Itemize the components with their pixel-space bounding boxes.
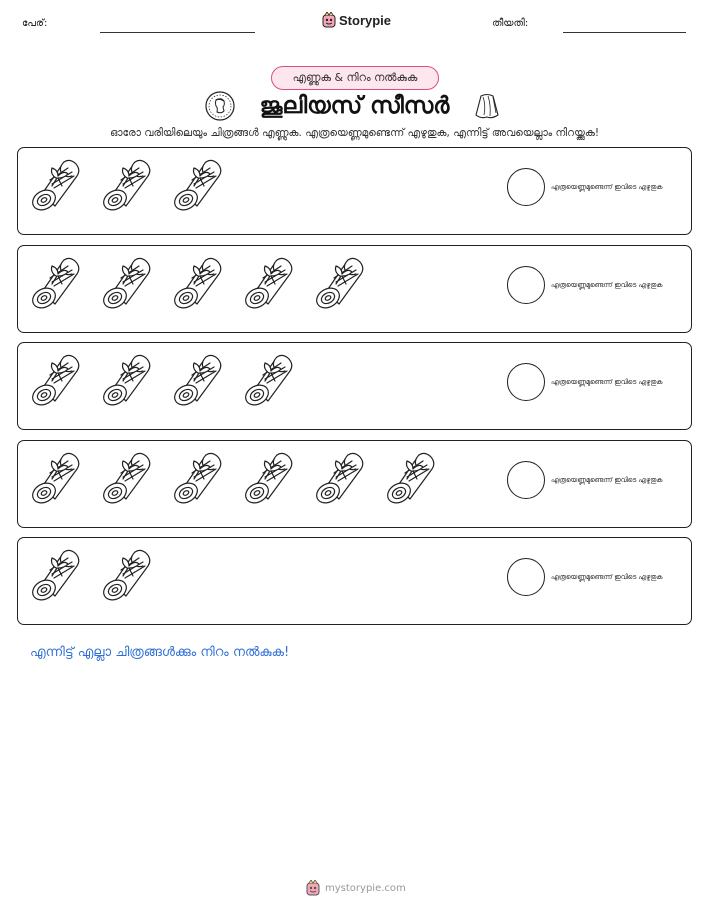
count-row <box>17 342 692 430</box>
scroll-icon[interactable] <box>99 156 155 214</box>
scroll-icon[interactable] <box>99 254 155 312</box>
activity-pill-label: എണ്ണുക & നിറം നൽകുക <box>292 71 418 84</box>
toga-icon <box>472 91 502 121</box>
count-answer-circle[interactable] <box>507 363 545 401</box>
count-row <box>17 537 692 625</box>
count-answer-circle[interactable] <box>507 266 545 304</box>
scroll-icon[interactable] <box>99 546 155 604</box>
scroll-icon[interactable] <box>28 254 84 312</box>
scroll-icon[interactable] <box>99 351 155 409</box>
scroll-icon[interactable] <box>28 449 84 507</box>
scroll-icon[interactable] <box>28 156 84 214</box>
scroll-icon[interactable] <box>241 254 297 312</box>
storypie-mascot-icon <box>306 880 320 896</box>
scroll-icon[interactable] <box>28 546 84 604</box>
scroll-icon[interactable] <box>312 254 368 312</box>
count-row <box>17 147 692 235</box>
scroll-icon[interactable] <box>241 449 297 507</box>
scroll-icon[interactable] <box>170 156 226 214</box>
scroll-icon[interactable] <box>170 351 226 409</box>
brand-logo <box>322 12 391 28</box>
count-hint: എത്രയെണ്ണമുണ്ടെന്ന് ഇവിടെ എഴുതുക <box>551 183 663 191</box>
activity-pill <box>271 66 439 90</box>
count-hint: എത്രയെണ്ണമുണ്ടെന്ന് ഇവിടെ എഴുതുക <box>551 280 663 289</box>
storypie-mascot-icon <box>322 12 336 28</box>
page-title: ജൂലിയസ് സീസർ <box>259 93 450 119</box>
scroll-icon[interactable] <box>28 351 84 409</box>
date-label: തീയതി: <box>492 18 529 29</box>
count-answer-circle[interactable] <box>507 558 545 596</box>
count-hint: എത്രയെണ്ണമുണ്ടെന്ന് ഇവിടെ എഴുതുക <box>551 475 663 484</box>
brand-name: Storypie <box>339 12 392 28</box>
scroll-icon[interactable] <box>170 449 226 507</box>
scroll-icon[interactable] <box>99 449 155 507</box>
count-hint: എത്രയെണ്ണമുണ്ടെന്ന് ഇവിടെ എഴുതുക <box>551 573 663 581</box>
site-footer <box>306 880 406 896</box>
site-url: mystorypie.com <box>325 882 406 894</box>
count-hint: എത്രയെണ്ണമുണ്ടെന്ന് ഇവിടെ എഴുതുക <box>551 378 663 386</box>
count-answer-circle[interactable] <box>507 168 545 206</box>
footer-note: എന്നിട്ട് എല്ലാ ചിത്രങ്ങൾക്കും നിറം നൽകുക! <box>30 645 290 660</box>
instructions: ഓരോ വരിയിലെയും ചിത്രങ്ങൾ എണ്ണുക. എത്രയെണ്ണമുണ്ടെന്ന് എഴുതുക, എന്നിട്ട് അവയെല്ലാം നിറയ്ക്കുക! <box>109 127 600 139</box>
count-row <box>17 245 692 333</box>
scroll-icon[interactable] <box>312 449 368 507</box>
scroll-icon[interactable] <box>170 254 226 312</box>
name-label: പേര്: <box>22 18 48 29</box>
date-line[interactable] <box>563 32 686 33</box>
count-row <box>17 440 692 528</box>
scroll-icon[interactable] <box>383 449 439 507</box>
name-line[interactable] <box>100 32 255 33</box>
scroll-icon[interactable] <box>241 351 297 409</box>
count-answer-circle[interactable] <box>507 461 545 499</box>
